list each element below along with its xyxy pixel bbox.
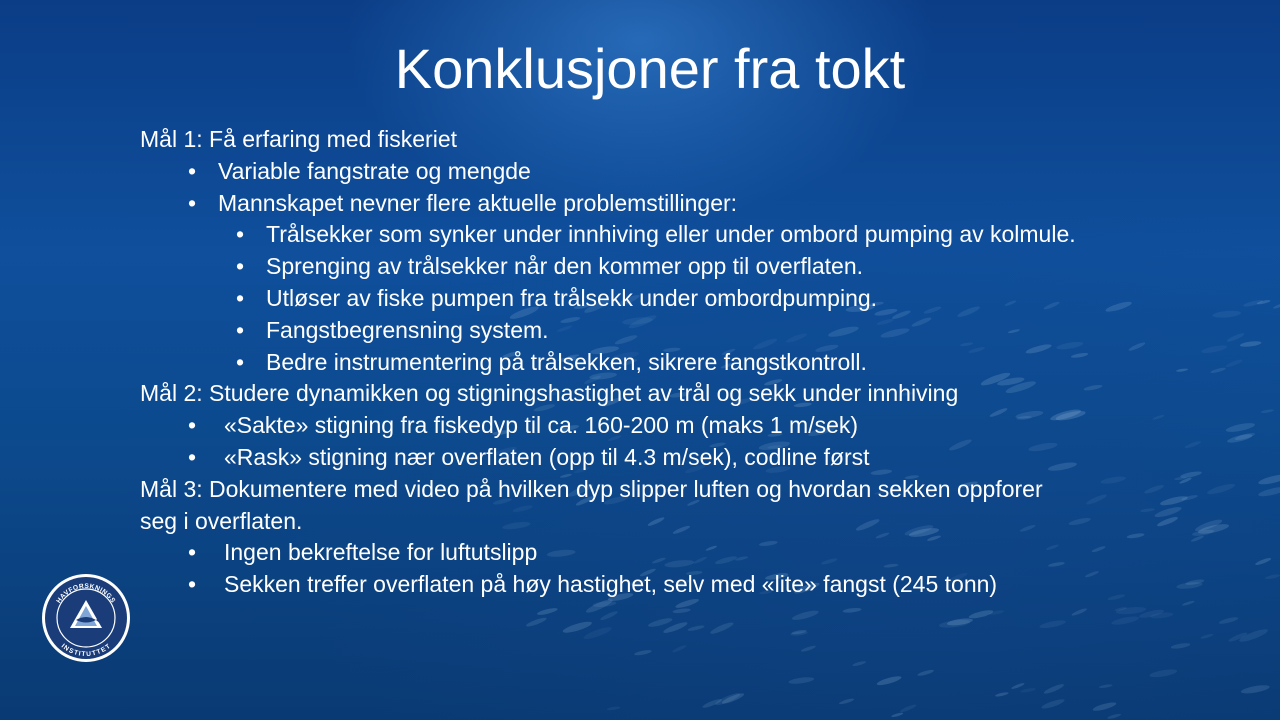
list-item: • Variable fangstrate og mengde [188,157,531,184]
fish-silhouette [1170,642,1190,650]
fish-silhouette [788,676,814,685]
fish-silhouette [995,691,1009,697]
fish-silhouette [1043,682,1065,695]
fish-silhouette [838,698,854,706]
goal-3-heading: Mål 3: Dokumentere med video på hvilken dyp slipper luften og hvordan sekken oppforer seg i overflaten. [140,475,1043,534]
goal-2-heading: Mål 2: Studere dynamikken og stigningshastighet av trål og sekk under innhiving [140,380,959,407]
fish-silhouette [562,620,593,635]
list-item: • Sekken treffer overflaten på høy hastighet, selv med «lite» fangst (245 tonn) [188,571,998,598]
sub-list-item: • Sprenging av trålsekker når den kommer opp til overflaten. [236,253,864,280]
fish-silhouette [899,703,917,713]
fish-silhouette [1111,615,1140,627]
fish-silhouette [1240,684,1270,695]
fish-silhouette [607,706,621,711]
fish-silhouette [800,645,816,653]
slide-title: Konklusjoner fra tokt [394,37,906,100]
fish-silhouette [1258,473,1280,487]
fish-silhouette [599,610,618,622]
fish-silhouette [1258,485,1280,498]
fish-silhouette [1020,687,1036,693]
fish-silhouette [1039,619,1066,630]
fish-silhouette [1092,701,1117,713]
havforskningsinstituttet-logo [40,572,132,664]
fish-silhouette [687,624,705,631]
fish-silhouette [843,607,862,613]
list-item: • «Rask» stigning nær overflaten (opp til 4.3 m/sek), codline først [188,443,870,470]
fish-silhouette [1099,684,1113,689]
list-item: • «Sakte» stigning fra fiskedyp til ca. 160-200 m (maks 1 m/sek) [188,412,859,439]
fish-silhouette [876,675,902,687]
list-item: • Mannskapet nevner flere aktuelle problemstillinger: [188,189,738,216]
fish-silhouette [672,644,687,653]
list-item: • Ingen bekreftelse for luftutslipp [188,539,538,566]
fish-silhouette [1273,303,1280,310]
slide-body [140,124,1260,601]
fish-silhouette [672,608,691,614]
fish-silhouette [525,616,547,628]
fish-silhouette [1071,607,1088,617]
fish-silhouette [1265,574,1280,580]
svg-text:HAVFORSKNINGS: HAVFORSKNINGS [55,582,117,605]
fish-silhouette [1261,409,1274,414]
fish-silhouette [791,609,819,622]
fish-silhouette [536,607,558,617]
sub-list-item: • Trålsekker som synker under innhiving eller under ombord pumping av kolmule. [236,221,1076,248]
fish-silhouette [1200,633,1214,640]
fish-silhouette [917,669,934,677]
fish-silhouette [634,649,652,656]
goal-1-heading: Mål 1: Få erfaring med fiskeriet [140,126,458,152]
fish-silhouette [709,621,734,636]
fish-silhouette [891,712,904,718]
sub-list-item: • Utløser av fiske pumpen fra trålsekk under ombordpumping. [236,284,878,311]
fish-silhouette [647,617,673,629]
fish-silhouette [1041,698,1066,711]
fish-silhouette [1149,668,1178,679]
fish-silhouette [852,660,867,667]
sub-list-item: • Bedre instrumentering på trålsekken, sikrere fangstkontroll. [236,348,867,375]
fish-silhouette [582,625,612,641]
fish-silhouette [1107,713,1122,720]
fish-silhouette [1011,682,1025,690]
fish-silhouette [1116,606,1147,616]
svg-text:INSTITUTTET: INSTITUTTET [59,642,113,659]
fish-silhouette [1218,616,1238,625]
sub-list-item: • Fangstbegrensning system. [236,316,549,343]
